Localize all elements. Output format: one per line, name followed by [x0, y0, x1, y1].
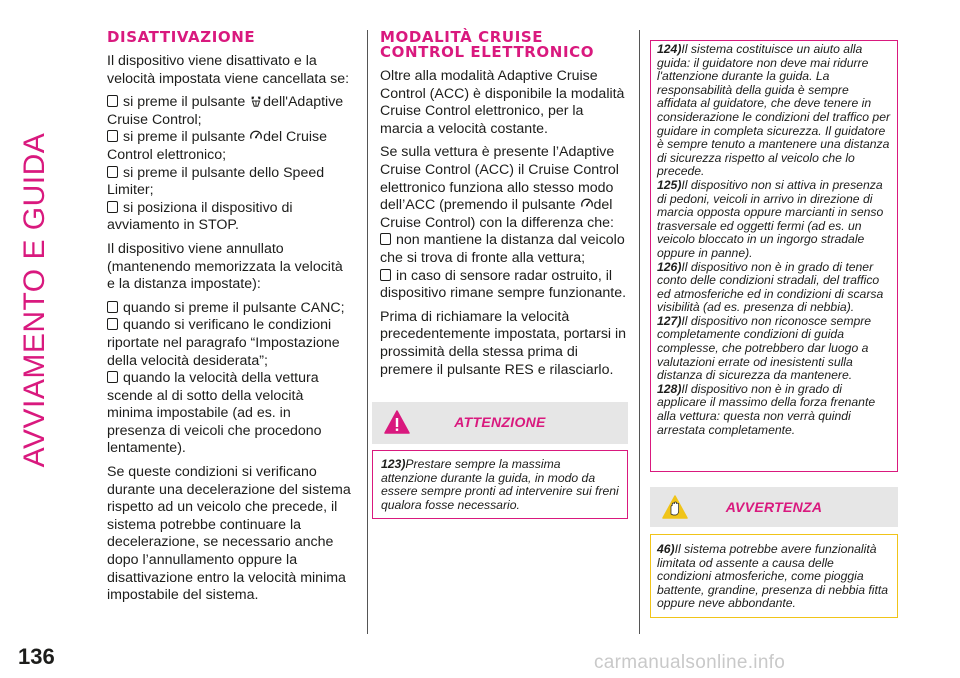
bullet-text: si preme il pulsante	[123, 129, 250, 146]
cruise-bullet	[380, 232, 628, 267]
deceleration-note: Se queste condizioni si verificano durante una decelerazione del sistema rispetto ad un veicolo che precede, il sistema potrebbe continuare la decelerazione, se necessario anche dopo l’annullamento oppure la disattivazione entro la velocità minima impostabile del sistema.	[107, 464, 351, 604]
watermark: carmanualsonline.info	[594, 652, 786, 673]
bullet-text: quando si verificano le condizioni riportate nel paragrafo “Impostazione della velocità desiderata”;	[107, 317, 340, 369]
heading-cruise-line2: CONTROL ELETTRONICO	[380, 43, 595, 61]
cancel-bullet	[107, 370, 353, 458]
attention-header	[372, 402, 628, 444]
attention-note	[657, 261, 891, 315]
attention-note-number: 123)	[381, 457, 406, 471]
cancel-bullet	[107, 317, 353, 370]
bullet-marker	[107, 201, 118, 213]
attention-note-text: Prestare sempre la massima attenzione durante la guida, in modo da essere sempre pronti ad intervenire sui freni qualora fosse necessario.	[381, 457, 619, 512]
note-text: Il dispositivo non è in grado di tener conto delle condizioni stradali, del traffico ed atmosferiche ed in condizioni di scarsa visibilità (ad es. presenza di nebbia).	[657, 259, 884, 315]
note-text: Il dispositivo non si attiva in presenza di pedoni, veicoli in arrivo in direzione di marcia opposta oppure marcianti in senso trasversale ed oggetti fermi (ad es. un veicolo bloccato in un ingorgo stradale oppure in panne).	[657, 177, 884, 260]
attention-note	[657, 315, 891, 383]
attention-body	[372, 450, 628, 519]
caution-header	[650, 487, 898, 527]
cruise-control-icon	[580, 197, 594, 211]
bullet-text: si preme il pulsante	[123, 94, 250, 111]
chapter-side-title-text: AVVIAMENTO E GUIDA	[18, 132, 51, 468]
bullet-marker	[107, 301, 118, 313]
bullet-text: non mantiene la distanza dal veicolo che si trova di fronte alla vettura;	[380, 232, 625, 266]
deactivation-bullet	[107, 129, 353, 164]
column-divider-1	[367, 30, 368, 634]
bullet-marker	[107, 166, 118, 178]
deactivation-intro: Il dispositivo viene disattivato e la velocità impostata viene cancellata se:	[107, 53, 350, 87]
note-number: 125)	[657, 177, 682, 192]
cancel-intro: Il dispositivo viene annullato (mantenendo memorizzata la velocità e la distanza impostate):	[107, 240, 343, 293]
bullet-text: quando la velocità della vettura scende al di sotto della velocità minima impostabile (ad es. in presenza di veicoli che procedono lentamente).	[107, 370, 322, 457]
caution-note-text: Il sistema potrebbe avere funzionalità limitata od assente a causa delle condizioni atmosferiche, come pioggia battente, grandine, presenza di nebbia fitta oppure neve abbondante.	[657, 542, 889, 611]
cruise-control-icon	[249, 129, 263, 143]
column-deactivation	[107, 30, 353, 611]
cruise-bullet	[380, 268, 628, 303]
deactivation-bullet	[107, 200, 353, 235]
caution-note-number: 46)	[657, 542, 675, 556]
caution-box	[650, 487, 898, 618]
attention-box	[372, 402, 628, 519]
attention-note	[657, 383, 891, 437]
bullet-marker	[107, 318, 118, 330]
chapter-side-title	[18, 132, 58, 468]
deactivation-bullets	[107, 94, 353, 235]
cruise-bullets	[380, 232, 628, 302]
cancel-bullet	[107, 300, 353, 318]
bullet-marker	[107, 95, 118, 107]
attention-note	[657, 43, 891, 179]
bullet-text-after: dell'Adaptive Cruise Control;	[107, 94, 344, 128]
cruise-para2-after: del Cruise Control) con la differenza che:	[380, 197, 614, 231]
cruise-para1: Oltre alla modalità Adaptive Cruise Control (ACC) è disponibile la modalità Cruise Control elettronico, per la marcia a velocità costante.	[380, 68, 625, 137]
adaptive-cruise-icon	[249, 94, 263, 108]
note-text: Il dispositivo non è in grado di applicare il massimo della forza frenante alla vettura: questa non verrà quindi arrestata completamente.	[657, 381, 876, 437]
cruise-para2	[380, 144, 628, 232]
bullet-text: si posiziona il dispositivo di avviamento in STOP.	[107, 199, 293, 234]
column-cruise-mode	[380, 30, 628, 385]
bullet-text: quando si preme il pulsante CANC;	[123, 299, 345, 316]
deactivation-bullet	[107, 94, 353, 129]
bullet-text: in caso di sensore radar ostruito, il dispositivo rimane sempre funzionante.	[380, 267, 627, 302]
note-text: Il dispositivo non riconosce sempre completamente condizioni di guida complesse, che potrebbero dar luogo a valutazioni errate od inesistenti sulla distanza di sicurezza da mantenere.	[657, 313, 872, 383]
bullet-marker	[107, 371, 118, 383]
note-number: 126)	[657, 259, 682, 274]
bullet-marker	[107, 130, 118, 142]
attention-notes-box	[650, 40, 898, 472]
note-text: Il sistema costituisce un aiuto alla guida: il guidatore non deve mai ridurre l'attenzione durante la guida. La responsabilità della guida è sempre affidata al guidatore, che deve tenere in considerazione le condizioni del traffico per guidare in completa sicurezza. Il guidatore è sempre tenuto a mantenere una distanza di sicurezza rispetto al veicolo che lo precede.	[657, 42, 891, 179]
bullet-text-after: del Cruise Control elettronico;	[107, 129, 328, 163]
note-number: 128)	[657, 381, 682, 396]
note-number: 124)	[657, 42, 682, 56]
heading-deactivation: DISATTIVAZIONE	[107, 28, 256, 46]
bullet-text: si preme il pulsante dello Speed Limiter;	[107, 164, 325, 199]
bullet-marker	[380, 269, 391, 281]
cruise-para3: Prima di richiamare la velocità precedentemente impostata, portarsi in prossimità della stessa prima di premere il pulsante RES e rilasciarlo.	[380, 308, 627, 378]
page-number: 136	[18, 644, 55, 669]
bullet-marker	[380, 233, 391, 245]
note-number: 127)	[657, 313, 682, 328]
caution-title: AVVERTENZA	[725, 499, 823, 515]
cruise-para2-before: Se sulla vettura è presente l’Adaptive Cruise Control (ACC) il Cruise Control elettronico funziona allo stesso modo dell’ACC (premendo il pulsante	[380, 144, 619, 214]
attention-title: ATTENZIONE	[454, 414, 546, 430]
cancel-bullets	[107, 300, 353, 458]
column-divider-2	[639, 30, 640, 634]
deactivation-bullet	[107, 165, 353, 200]
caution-body	[650, 534, 898, 618]
attention-note	[657, 179, 891, 261]
heading-cruise-line1: MODALITÀ CRUISE	[380, 28, 544, 46]
